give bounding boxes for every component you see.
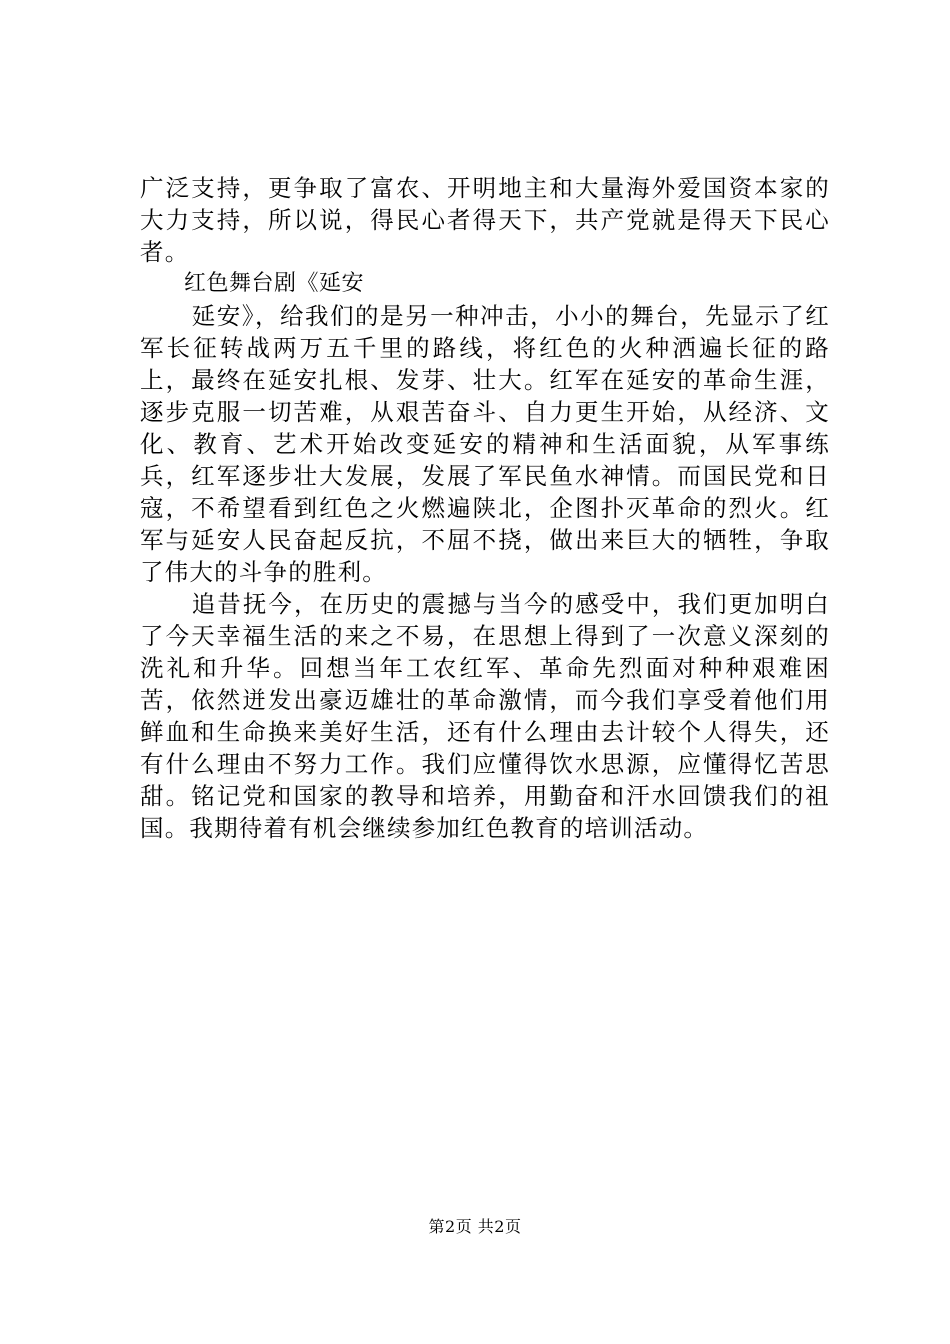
paragraph-heading-yanan: 红色舞台剧《延安 bbox=[184, 271, 365, 296]
paragraph-1: 广泛支持，更争取了富农、开明地主和大量海外爱国资本家的大力支持，所以说，得民心者得天下，共产党就是得天下民心者。 bbox=[140, 174, 830, 266]
page-footer: 第2页 共2页 bbox=[428, 1217, 522, 1236]
document-body bbox=[140, 172, 830, 844]
paragraph-yanan-play: 延安》，给我们的是另一种冲击，小小的舞台，先显示了红军长征转战两万五千里的路线，将红色的火种洒遍长征的路上，最终在延安扎根、发芽、壮大。红军在延安的革命生涯，逐步克服一切苦难，从艰苦奋斗、自力更生开始，从经济、文化、教育、艺术开始改变延安的精神和生活面貌，从军事练兵，红军逐步壮大发展，发展了军民鱼水神情。而国民党和日寇，不希望看到红色之火燃遍陕北，企图扑灭革命的烈火。红军与延安人民奋起反抗，不屈不挠，做出来巨大的牺牲，争取了伟大的斗争的胜利。 bbox=[140, 302, 830, 586]
paragraph-reflection: 追昔抚今，在历史的震撼与当今的感受中，我们更加明白了今天幸福生活的来之不易，在思想上得到了一次意义深刻的洗礼和升华。回想当年工农红军、革命先烈面对种种艰难困苦，依然迸发出豪迈雄壮的革命激情，而今我们享受着他们用鲜血和生命换来美好生活，还有什么理由去计较个人得失，还有什么理由不努力工作。我们应懂得饮水思源，应懂得忆苦思甜。铭记党和国家的教导和培养，用勤奋和汗水回馈我们的祖国。我期待着有机会继续参加红色教育的培训活动。 bbox=[140, 590, 830, 842]
